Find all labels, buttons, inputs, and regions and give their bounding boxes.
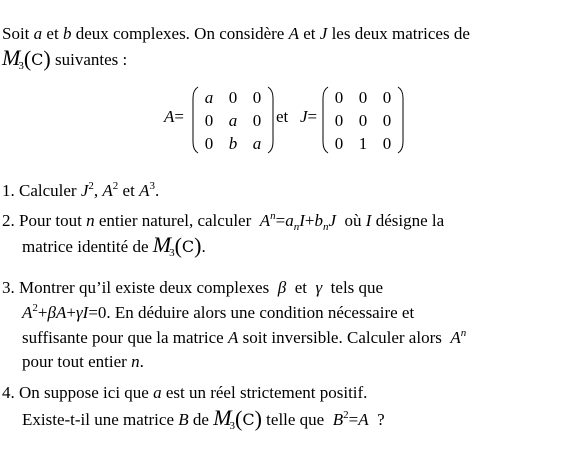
question-2-line-1: 2. Pour tout n entier naturel, calculer $A^n=a_nI+b_nJ$ où I désigne la <box>2 210 445 233</box>
matrix-J <box>322 86 404 154</box>
question-2-line-2: matrice identité de $M_3(C)$. <box>22 232 206 259</box>
matrix-J-label: J= <box>300 107 318 126</box>
question-4-line-1: 4. On suppose ici que a est un réel strictement positif. <box>2 383 368 402</box>
question-number: 2. <box>2 211 15 230</box>
question-number: 3. <box>2 278 15 297</box>
right-bracket <box>397 86 404 154</box>
intro-line-2: $M_3(C)$ suivantes : <box>2 45 128 72</box>
question-number: 4. <box>2 383 15 402</box>
matrix-entry: a <box>228 111 238 130</box>
question-number: 1. <box>2 181 15 200</box>
matrix-space-symbol: M <box>152 232 170 257</box>
question-3-line-2: $A^2+\beta A+\gamma I=0$. En déduire alors une condition nécessaire et <box>22 302 415 322</box>
matrix-A <box>192 86 274 154</box>
question-3-line-1: 3. Montrer qu’il existe deux complexes β et γ tels que <box>2 278 384 297</box>
matrix-entry: 1 <box>358 134 368 153</box>
matrix-entry: 0 <box>228 88 238 107</box>
matrix-entry: 0 <box>382 88 392 107</box>
matrix-entry: 0 <box>358 88 368 107</box>
question-4-line-2: Existe-t-il une matrice B de $M_3(C)$ telle que $B^2=A$ ? <box>22 405 385 432</box>
matrix-entry: 0 <box>204 134 214 153</box>
matrix-entry: 0 <box>252 111 262 130</box>
matrix-entry: a <box>252 134 262 153</box>
question-3-line-4: pour tout entier n. <box>22 352 144 371</box>
matrix-entry: 0 <box>334 88 344 107</box>
matrix-entry: 0 <box>334 134 344 153</box>
matrix-entry: 0 <box>204 111 214 130</box>
intro-line-1: Soit a et b deux complexes. On considère A et J les deux matrices de <box>2 24 470 43</box>
matrix-entry: 0 <box>252 88 262 107</box>
matrix-entry: 0 <box>334 111 344 130</box>
question-1: 1. Calculer $J^2$, $A^2$ et $A^3$. <box>2 180 160 200</box>
matrix-entry: b <box>228 134 238 153</box>
matrix-space-symbol: M <box>213 405 230 430</box>
matrix-A-label: A= <box>164 107 184 126</box>
matrix-entry: a <box>204 88 214 107</box>
question-3-line-3: suffisante pour que la matrice A soit inversible. Calculer alors $A^n$ <box>22 327 467 347</box>
right-bracket <box>267 86 274 154</box>
matrix-entry: 0 <box>382 111 392 130</box>
matrix-entry: 0 <box>382 134 392 153</box>
matrix-connector: et <box>276 107 289 126</box>
matrix-entry: 0 <box>358 111 368 130</box>
matrix-space-symbol: M <box>2 45 19 70</box>
matrix-A-entries <box>197 86 269 155</box>
matrix-J-entries <box>327 86 399 155</box>
